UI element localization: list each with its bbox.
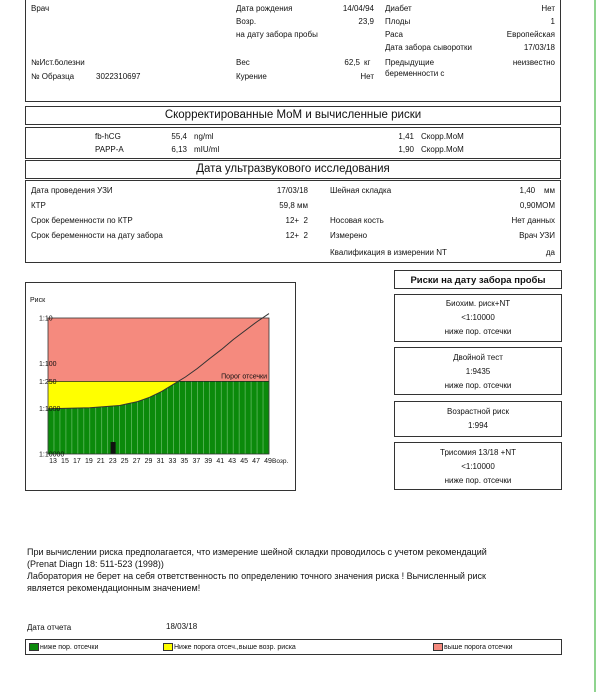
mom-row-mom-label: Скорр.МоМ [421,132,464,141]
risk-item-name: Двойной тест [453,353,503,362]
diabetes-label: Диабет [385,4,412,13]
history-label: №Ист.болезни [31,59,85,67]
chart-y-tick-label: 1:100 [39,360,57,368]
us-section-title: Дата ультразвукового исследования [196,163,390,175]
risk-item-note: ниже пор. отсечки [444,327,512,336]
weight-label: Вес [236,58,250,67]
sample-value: 3022310697 [96,72,141,81]
chart-x-tick-label: 33 [168,458,177,465]
chart-x-tick-label: 35 [180,458,189,465]
legend-swatch-yellow [163,643,173,651]
chart-x-tick-label: 21 [96,458,105,465]
fetuses-label: Плоды [385,17,411,26]
dob-value: 14/04/94 [342,4,374,13]
doctor-label: Врач [31,4,50,13]
chart-y-tick-label: 1:10 [39,315,53,323]
report-date-value: 18/03/18 [166,622,198,631]
chart-x-tick-label: 41 [216,458,225,465]
us-right-label: Носовая кость [330,216,384,225]
us-right-value: 1,40 мм [519,186,555,195]
age-label: Возр. [236,17,257,26]
chart-x-tick-label: 15 [61,458,69,465]
serum-date-value: 17/03/18 [523,43,555,52]
us-left-label: Срок беременности на дату забора [31,231,163,240]
smoking-label: Курение [236,72,267,81]
legend-label: ниже пор. отсечки [40,644,99,651]
age-value: 23,9 [358,17,374,26]
us-left-value: 17/03/18 [276,186,308,195]
mom-row-mom: 1,90 [398,145,414,154]
mom-row-unit: mIU/ml [194,145,220,154]
prev-preg-label-2: беременности с [385,69,445,78]
us-right-value: Врач УЗИ [519,231,555,240]
chart-y-axis-label: Риск [30,297,46,304]
chart-x-tick-label: 37 [192,458,201,465]
mom-row-value: 55,4 [171,132,187,141]
race-label: Раса [385,30,403,39]
prev-preg-value: неизвестно [512,58,555,67]
chart-x-tick-label: 43 [228,458,237,465]
risk-item-box [394,294,562,342]
us-right-label: Квалификация в измерении NT [330,248,447,257]
legend-swatch-green [29,643,39,651]
us-left-label: КТР [31,201,46,210]
race-value: Европейская [506,30,555,39]
chart-y-tick-label: 1:250 [39,378,57,386]
chart-x-tick-label: 19 [84,458,93,465]
chart-x-tick-label: 29 [144,458,153,465]
chart-x-tick-label: 23 [108,458,117,465]
prev-preg-label-1: Предыдущие [385,58,435,67]
risks-title-box [394,270,562,289]
us-right-label: Измерено [330,231,368,240]
chart-x-tick-label: 17 [72,458,81,465]
mom-row-value: 6,13 [171,145,187,154]
chart-x-tick-label: 49 [264,458,272,465]
risks-title: Риски на дату забора пробы [410,275,546,286]
diabetes-value: Нет [541,4,555,13]
risk-item-name: Трисомия 13/18 +NT [440,448,516,457]
chart-x-tick-label: 31 [156,458,165,465]
mom-row-mom: 1,41 [398,132,414,141]
risk-item-note: ниже пор. отсечки [444,381,512,390]
mom-row-name: fb-hCG [95,132,121,141]
legend-swatch-red [433,643,443,651]
chart-x-tick-label: 47 [252,458,260,465]
us-left-label: Срок беременности по КТР [31,216,133,225]
note-line: (Prenat Diagn 18: 511-523 (1998)) [27,559,164,569]
chart-x-tick-label: 27 [132,458,141,465]
smoking-value: Нет [360,72,374,81]
note-line: При вычислении риска предполагается, что измерение шейной складки проводилось с учетом рекомендаций [27,547,487,557]
chart-cutoff-label: Порог отсечки [221,373,267,381]
chart-patient-marker [111,442,116,454]
legend-label: Ниже порога отсеч.,выше возр. риска [174,644,296,651]
us-left-value: 12+ 2 [285,231,308,240]
risk-item-value: <1:10000 [461,462,495,471]
age-sub-label: на дату забора пробы [236,30,318,39]
legend-label: выше порога отсечки [444,644,513,651]
page-edge [594,0,596,692]
risk-chart [25,282,296,491]
note-line: является рекомендационным значением! [27,583,201,593]
risk-item-box [394,401,562,437]
mom-row-unit: ng/ml [194,132,214,141]
us-left-value: 59,8 мм [279,201,308,210]
risk-item-value: <1:10000 [461,313,495,322]
chart-x-axis-label: Возр. [272,458,289,465]
chart-x-tick-label: 45 [240,458,249,465]
dob-label: Дата рождения [236,4,293,13]
us-right-label: Шейная складка [330,186,392,195]
us-left-label: Дата проведения УЗИ [31,186,113,195]
chart-x-tick-label: 25 [120,458,129,465]
risk-item-box [394,347,562,395]
us-right-value: 0,90МОМ [519,201,555,210]
report-date-label: Дата отчета [27,623,72,632]
mom-section-title: Скорректированные МоМ и вычисленные риски [164,109,422,121]
chart-zone-above-cutoff [48,318,269,381]
mom-row-mom-label: Скорр.МоМ [421,145,464,154]
risk-item-name: Возрастной риск [447,407,509,416]
risk-item-value: 1:994 [467,421,489,430]
serum-date-label: Дата забора сыворотки [385,43,472,52]
risk-item-box [394,442,562,490]
us-right-value: Нет данных [511,216,555,225]
fetuses-value: 1 [550,17,555,26]
weight-unit: кг [364,58,371,67]
risk-item-value: 1:9435 [465,367,491,376]
us-left-value: 12+ 2 [285,216,308,225]
mom-row-name: PAPP-A [95,145,124,154]
chart-x-tick-label: 39 [204,458,213,465]
note-line: Лаборатория не берет на себя ответственность по определению точного значения риска ! Вычисленный риск [27,571,486,581]
chart-y-tick-label: 1:1000 [39,406,61,414]
risk-item-note: ниже пор. отсечки [444,476,512,485]
chart-x-tick-label: 13 [49,458,57,465]
chart-y-tick-label: 1:10000 [39,451,65,459]
weight-value: 62,5 [344,58,360,67]
risk-item-name: Биохим. риск+NT [445,299,511,308]
sample-label: № Образца [31,72,75,81]
us-right-value: да [545,248,555,257]
